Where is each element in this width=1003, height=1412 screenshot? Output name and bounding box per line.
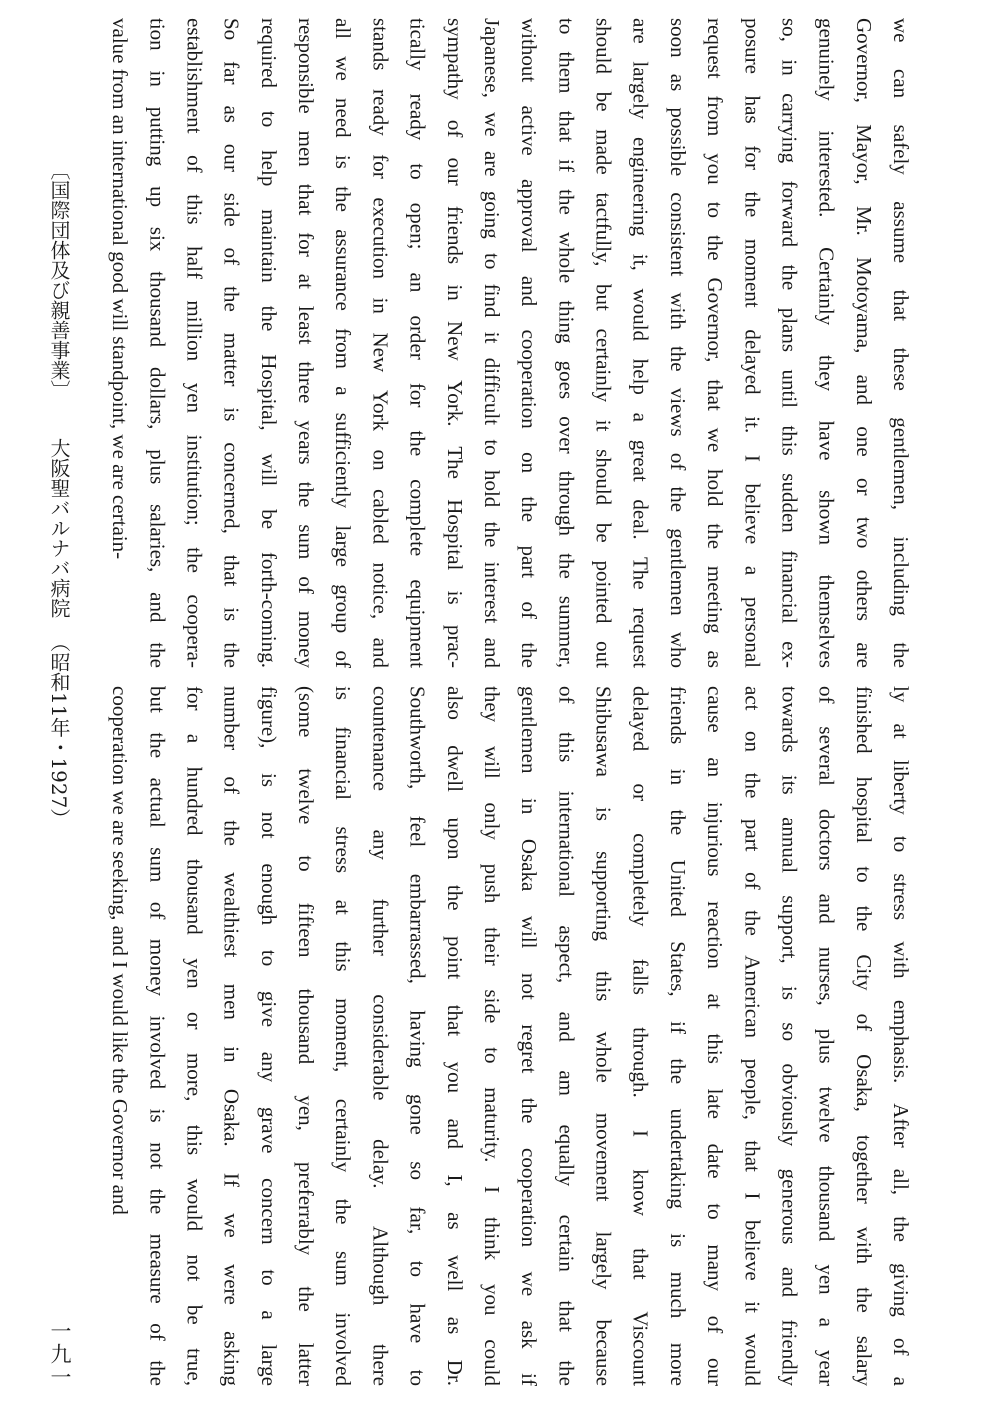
text-line: we can safely assume that these gentlemen, including the [889,18,913,668]
text-line: genuinely interested. Certainly they have shown themselves [814,18,839,668]
text-line: soon as possible consistent with the views of the gentlemen who [665,18,690,668]
footer-section-label: 〔国際団体及び親善事業〕 [47,160,71,400]
text-line: of several doctors and nurses, plus twelve thousand yen a year [814,686,839,1386]
text-line: tically ready to open; an order for the complete equipment [405,18,430,668]
text-line: should be made tactfully, but certainly it should be pointed out [591,18,616,668]
text-line: countenance any further considerable delay. Although there [368,686,393,1386]
text-line: of this international aspect, and am equally certain that the [554,686,579,1386]
text-line: posure has for the moment delayed it. I believe a personal [740,18,765,668]
text-line: gentlemen in Osaka will not regret the cooperation we ask if [517,686,542,1386]
text-line: but the actual sum of money involved is not the measure of the [145,686,170,1386]
text-line: Governor, Mayor, Mr. Motoyama, and one or two others are [851,18,876,668]
text-line: sympathy of our friends in New York. The Hospital is prac- [442,18,467,668]
text-line: value from an international good will standpoint, we are certain- [108,18,133,560]
text-line: responsible men that for at least three years the sum of money [294,18,318,668]
text-line: figure), is not enough to give any grave concern to a large [256,686,281,1386]
text-line: they will only push their side to maturity. I think you could [479,686,504,1386]
text-line: friends in the United States, if the undertaking is much more [665,686,690,1386]
text-line: without active approval and cooperation on the part of the [517,18,542,668]
lower-text-block [101,686,919,1386]
text-line: request from you to the Governor, that we hold the meeting as [703,18,728,668]
text-line: stands ready for execution in New York on cabled notice, and [368,18,393,668]
text-line: act on the part of the American people, that I believe it would [740,686,765,1386]
text-line: tion in putting up six thousand dollars, plus salaries, and the [145,18,170,668]
footer-year-label: （昭和11年・1927） [47,632,71,829]
page-number: 一九一 [48,1320,72,1389]
text-line: Shibusawa is supporting this whole movement largely because [591,686,616,1386]
text-line: is financial stress at this moment, certainly the sum involved [331,686,356,1386]
text-line: number of the wealthiest men in Osaka. If we were asking [219,686,244,1386]
text-line: So far as our side of the matter is concerned, that is the [219,18,244,668]
text-line: cause an injurious reaction at this late date to many of our [703,686,728,1386]
text-line: also dwell upon the point that you and I, as well as Dr. [442,686,467,1386]
text-line: Japanese, we are going to find it difficult to hold the interest and [479,18,504,668]
text-line: required to help maintain the Hospital, will be forth-coming. [256,18,281,668]
text-line: towards its annual support, is so obviously generous and friendly [777,686,802,1386]
text-line: finished hospital to the City of Osaka, together with the salary [851,686,876,1386]
text-line: are largely engineering it, would help a great deal. The request [628,18,653,668]
upper-text-block [101,18,919,668]
text-line: to them that if the whole thing goes over through the summer, [554,18,579,668]
text-line: for a hundred thousand yen or more, this would not be true, [182,686,207,1386]
text-line: establishment of this half million yen institution; the coopera- [182,18,207,668]
footer-institution-label: 大阪聖バルナバ病院 [47,438,71,618]
text-line: ly at liberty to stress with emphasis. After all, the giving of a [889,686,913,1386]
text-line: (some twelve to fifteen thousand yen, preferrably the latter [294,686,318,1386]
text-line: delayed or completely falls through. I know that Viscount [628,686,653,1386]
text-line: so, in carrying forward the plans until this sudden financial ex- [777,18,802,668]
text-line: all we need is the assurance from a sufficiently large group of [331,18,356,668]
footer-caption [45,160,74,828]
text-line: Southworth, feel embarrassed, having gone so far, to have to [405,686,430,1386]
text-line: cooperation we are seeking, and I would like the Governor and [108,686,133,1215]
